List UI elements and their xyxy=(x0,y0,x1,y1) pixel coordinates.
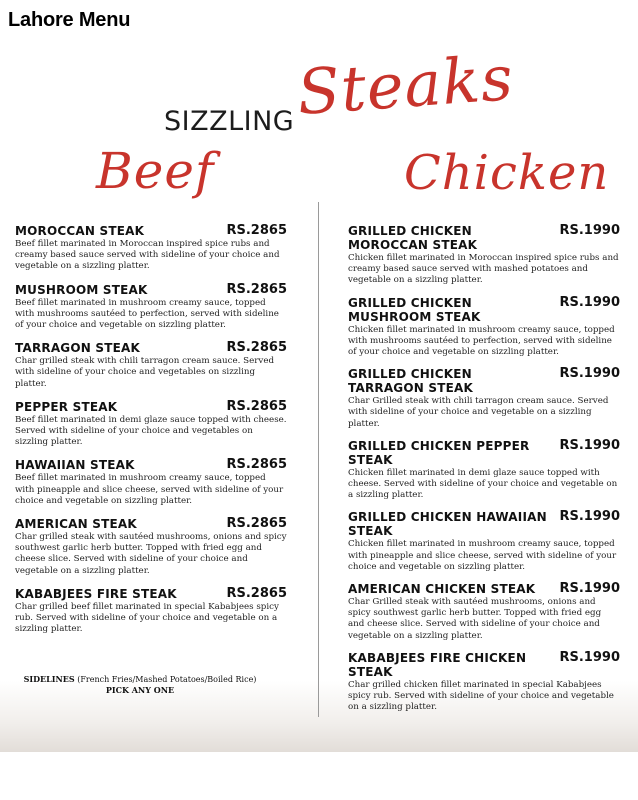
page-label: Lahore Menu xyxy=(8,9,131,31)
sidelines-pick: PICK ANY ONE xyxy=(105,685,175,695)
item-price: RS.2865 xyxy=(226,585,287,601)
item-name: TARRAGON STEAK xyxy=(15,341,140,356)
item-description: Beef fillet marinated in mushroom creamy sauce, topped with mushrooms sautéed to perfection, served with sideline of your choice and vegetable on sizzling platter. xyxy=(15,297,279,331)
title-sizzling: SIZZLING xyxy=(164,106,295,137)
menu-item xyxy=(348,651,620,714)
item-description: Char Grilled steak with chili tarragon cream sauce. Served with sideline of your choice and vegetable on a sizzling platter. xyxy=(348,396,609,429)
item-name: AMERICAN STEAK xyxy=(15,517,137,532)
menu-item xyxy=(348,582,620,642)
menu-item xyxy=(348,439,620,502)
item-price: RS.2865 xyxy=(226,457,287,473)
menu-item xyxy=(15,587,287,636)
menu-item xyxy=(348,224,620,287)
menu-item xyxy=(15,458,287,507)
item-name: MOROCCAN STEAK xyxy=(15,224,145,238)
item-price: RS.2865 xyxy=(226,398,287,414)
item-name: AMERICAN CHICKEN STEAK xyxy=(348,582,536,597)
item-name: HAWAIIAN STEAK xyxy=(15,458,135,473)
section-heading-beef: Beef xyxy=(96,142,215,200)
item-price: RS.2865 xyxy=(226,516,287,532)
item-description: Chicken fillet marinated in Moroccan inspired spice rubs and creamy based sauce served with mashed potatoes and vegetable on a sizzling platter. xyxy=(348,253,619,286)
item-description: Char grilled chicken fillet marinated in special Kababjees spicy rub. Served with sideline of your choice and vegetable on a sizzling platter. xyxy=(348,679,614,713)
item-price: RS.1990 xyxy=(559,437,620,453)
menu-item xyxy=(15,283,287,332)
item-description: Beef fillet marinated in Moroccan inspired spice rubs and creamy based sauce served with sideline of your choice and vegetable on a sizzling platter. xyxy=(15,239,280,272)
section-heading-chicken: Chicken xyxy=(404,145,610,201)
item-description: Chicken fillet marinated in mushroom creamy sauce, topped with pineapple and slice cheese, served with sideline of your choice and vegetable on sizzling platter. xyxy=(348,539,617,572)
item-price: RS.2865 xyxy=(226,340,287,356)
item-name: KABABJEES FIRE STEAK xyxy=(15,586,177,601)
menu-item xyxy=(348,510,620,573)
item-description: Beef fillet marinated in demi glaze sauce topped with cheese. Served with sideline of your choice and vegetables on sizzling platter. xyxy=(15,414,287,448)
menu-item xyxy=(15,400,287,449)
item-name: GRILLED CHICKEN HAWAIIAN STEAK xyxy=(348,510,547,539)
sidelines-note xyxy=(15,674,265,696)
item-price: RS.1990 xyxy=(559,581,620,597)
item-description: Chicken fillet marinated in demi glaze sauce topped with cheese. Served with sideline of your choice and vegetable on a sizzling platter. xyxy=(348,467,618,501)
item-name: PEPPER STEAK xyxy=(15,399,118,414)
page-bottom-margin xyxy=(0,752,638,800)
item-description: Beef fillet marinated in mushroom creamy sauce, topped with pineapple and slice cheese, served with sideline of your choice and vegetable on sizzling platter. xyxy=(15,473,284,506)
item-name: GRILLED CHICKEN PEPPER STEAK xyxy=(348,438,530,467)
item-description: Chicken fillet marinated in mushroom creamy sauce, topped with mushrooms sautéed to perfection, served with sideline of your choice and vegetable on sizzling platter. xyxy=(348,324,615,358)
menu-item xyxy=(15,341,287,390)
item-name: GRILLED CHICKEN TARRAGON STEAK xyxy=(348,367,473,396)
title-steaks-script: Steaks xyxy=(294,41,516,129)
item-price: RS.1990 xyxy=(559,223,620,238)
column-divider xyxy=(318,202,319,717)
item-name: GRILLED CHICKEN MOROCCAN STEAK xyxy=(348,224,478,252)
chicken-menu-list xyxy=(348,224,620,722)
item-description: Char Grilled steak with sautéed mushrooms, onions and spicy southwest garlic herb butter. Topped with fried egg and cheese slice. Served with sideline of your choice and vegetable on a sizzling platter. xyxy=(348,597,602,641)
item-price: RS.1990 xyxy=(559,294,620,310)
item-price: RS.2865 xyxy=(226,281,287,297)
item-description: Char grilled steak with chili tarragon cream sauce. Served with sideline of your choice and vegetables on sizzling platter. xyxy=(15,356,275,389)
item-price: RS.1990 xyxy=(559,366,620,382)
beef-menu-list xyxy=(15,224,287,645)
item-price: RS.2865 xyxy=(226,223,287,238)
menu-item xyxy=(15,224,287,273)
item-name: GRILLED CHICKEN MUSHROOM STEAK xyxy=(348,295,481,324)
item-price: RS.1990 xyxy=(559,649,620,665)
item-description: Char grilled beef fillet marinated in special Kababjees spicy rub. Served with sideline of your choice and vegetable on a sizzling platter. xyxy=(15,601,279,635)
sidelines-options: (French Fries/Mashed Potatoes/Boiled Rice) xyxy=(77,675,257,684)
item-price: RS.1990 xyxy=(559,509,620,525)
menu-item xyxy=(348,296,620,359)
menu-item xyxy=(348,367,620,430)
item-name: KABABJEES FIRE CHICKEN STEAK xyxy=(348,650,527,679)
sidelines-label: SIDELINES xyxy=(23,674,75,684)
menu-item xyxy=(15,517,287,577)
item-name: MUSHROOM STEAK xyxy=(15,282,148,297)
item-description: Char grilled steak with sautéed mushrooms, onions and spicy southwest garlic herb butter. Topped with fried egg and cheese slice. Served with sideline of your choice and vegetable on a sizzling platter. xyxy=(15,532,287,576)
